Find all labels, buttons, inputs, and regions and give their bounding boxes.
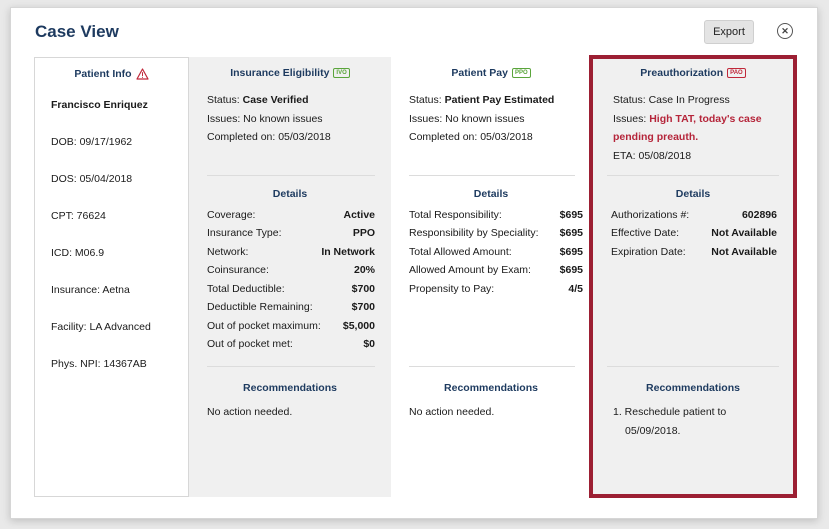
detail-value: PPO <box>352 227 375 239</box>
pay-completed: Completed on: 05/03/2018 <box>409 131 533 143</box>
eligibility-detail-row <box>207 301 375 313</box>
preauth-detail-row <box>611 209 777 221</box>
pay-detail-row <box>409 209 583 221</box>
preauth-eta: ETA: 05/08/2018 <box>613 150 692 162</box>
preauth-recommendations-title: Recommendations <box>646 382 740 394</box>
case-view-modal <box>10 7 818 519</box>
preauth-status: Status: Case In Progress <box>613 94 730 106</box>
preauth-issues <box>613 112 779 126</box>
detail-value: $695 <box>559 209 583 221</box>
eligibility-detail-row <box>207 320 375 332</box>
eligibility-recommendations-title: Recommendations <box>243 382 337 394</box>
detail-value: Not Available <box>711 246 777 258</box>
detail-label: Total Allowed Amount: <box>409 246 512 258</box>
eligibility-status-label: Status: <box>207 94 243 106</box>
eligibility-status-value: Case Verified <box>242 94 309 106</box>
detail-value: $695 <box>559 264 583 276</box>
detail-label: Effective Date: <box>611 227 680 239</box>
detail-label: Out of pocket maximum: <box>207 320 321 332</box>
eligibility-status <box>207 93 377 107</box>
divider <box>607 175 779 176</box>
detail-value: $700 <box>351 301 375 313</box>
detail-value: In Network <box>321 246 375 258</box>
patient-icd: ICD: M06.9 <box>51 247 105 259</box>
preauth-details-title: Details <box>675 188 711 200</box>
eligibility-detail-row <box>207 227 375 239</box>
detail-value: 20% <box>353 264 375 276</box>
patient-facility: Facility: LA Advanced <box>51 321 151 333</box>
detail-label: Propensity to Pay: <box>409 283 495 295</box>
eligibility-recommendation: No action needed. <box>207 406 293 418</box>
detail-label: Out of pocket met: <box>207 338 293 350</box>
pay-title: Patient Pay <box>451 67 508 79</box>
detail-label: Total Deductible: <box>207 283 285 295</box>
eligibility-detail-row <box>207 264 375 276</box>
patient-info-title: Patient Info <box>74 68 132 80</box>
detail-value: $0 <box>363 338 375 350</box>
eligibility-heading <box>189 67 391 79</box>
pay-status-value: Patient Pay Estimated <box>444 94 555 106</box>
divider <box>207 366 375 367</box>
ivo-badge-icon: IVO <box>333 68 349 78</box>
detail-value: $5,000 <box>342 320 375 332</box>
patient-pay-panel <box>391 57 591 497</box>
patient-info-heading <box>35 68 188 80</box>
detail-label: Insurance Type: <box>207 227 282 239</box>
close-icon[interactable] <box>777 23 793 39</box>
patient-info-panel <box>34 57 189 497</box>
detail-value: 4/5 <box>568 283 583 295</box>
preauth-recommendation: 1. Reschedule patient to <box>613 406 727 418</box>
export-button[interactable]: Export <box>704 20 754 44</box>
detail-label: Responsibility by Speciality: <box>409 227 539 239</box>
detail-label: Network: <box>207 246 249 258</box>
detail-value: $695 <box>559 246 583 258</box>
preauth-heading <box>593 67 793 79</box>
preauth-issues-continued: pending preauth. <box>613 131 699 143</box>
pay-status-label: Status: <box>409 94 445 106</box>
ppo-badge-icon: PPO <box>512 68 531 78</box>
preauthorization-panel[interactable] <box>589 55 797 498</box>
patient-dos: DOS: 05/04/2018 <box>51 173 133 185</box>
detail-value: $700 <box>351 283 375 295</box>
insurance-eligibility-panel <box>189 57 391 497</box>
preauth-title: Preauthorization <box>640 67 724 79</box>
detail-label: Total Responsibility: <box>409 209 502 221</box>
pay-status <box>409 93 583 107</box>
detail-value: Not Available <box>711 227 777 239</box>
pay-issues: Issues: No known issues <box>409 113 525 125</box>
pay-detail-row <box>409 264 583 276</box>
close-glyph: ✕ <box>781 25 789 36</box>
eligibility-detail-row <box>207 246 375 258</box>
detail-value: 602896 <box>741 209 777 221</box>
detail-label: Coinsurance: <box>207 264 269 276</box>
eligibility-issues: Issues: No known issues <box>207 113 323 125</box>
divider <box>409 175 575 176</box>
divider <box>409 366 575 367</box>
detail-label: Expiration Date: <box>611 246 686 258</box>
pay-details-title: Details <box>473 188 509 200</box>
patient-cpt: CPT: 76624 <box>51 210 106 222</box>
detail-label: Deductible Remaining: <box>207 301 313 313</box>
pay-detail-row <box>409 283 583 295</box>
patient-name: Francisco Enriquez <box>51 99 148 111</box>
patient-npi: Phys. NPI: 14367AB <box>51 358 147 370</box>
eligibility-detail-row <box>207 209 375 221</box>
patient-insurance: Insurance: Aetna <box>51 284 130 296</box>
pay-recommendations-title: Recommendations <box>444 382 538 394</box>
page-title: Case View <box>35 22 119 41</box>
eligibility-detail-row <box>207 283 375 295</box>
detail-label: Allowed Amount by Exam: <box>409 264 531 276</box>
eligibility-completed: Completed on: 05/03/2018 <box>207 131 331 143</box>
pay-recommendation: No action needed. <box>409 406 495 418</box>
warning-triangle-icon <box>136 68 149 80</box>
preauth-detail-row <box>611 246 777 258</box>
patient-dob: DOB: 09/17/1962 <box>51 136 133 148</box>
detail-label: Coverage: <box>207 209 256 221</box>
divider <box>207 175 375 176</box>
pao-badge-icon: PAO <box>727 68 746 78</box>
detail-label: Authorizations #: <box>611 209 690 221</box>
preauth-recommendation-continued: 05/09/2018. <box>625 425 681 437</box>
eligibility-detail-row <box>207 338 375 350</box>
eligibility-title: Insurance Eligibility <box>230 67 330 79</box>
eligibility-details-title: Details <box>272 188 308 200</box>
preauth-issues-label: Issues: <box>613 113 650 125</box>
pay-detail-row <box>409 227 583 239</box>
detail-value: $695 <box>559 227 583 239</box>
pay-detail-row <box>409 246 583 258</box>
preauth-issues-value: High TAT, today's case <box>649 113 762 125</box>
divider <box>607 366 779 367</box>
detail-value: Active <box>343 209 375 221</box>
preauth-detail-row <box>611 227 777 239</box>
pay-heading <box>391 67 591 79</box>
